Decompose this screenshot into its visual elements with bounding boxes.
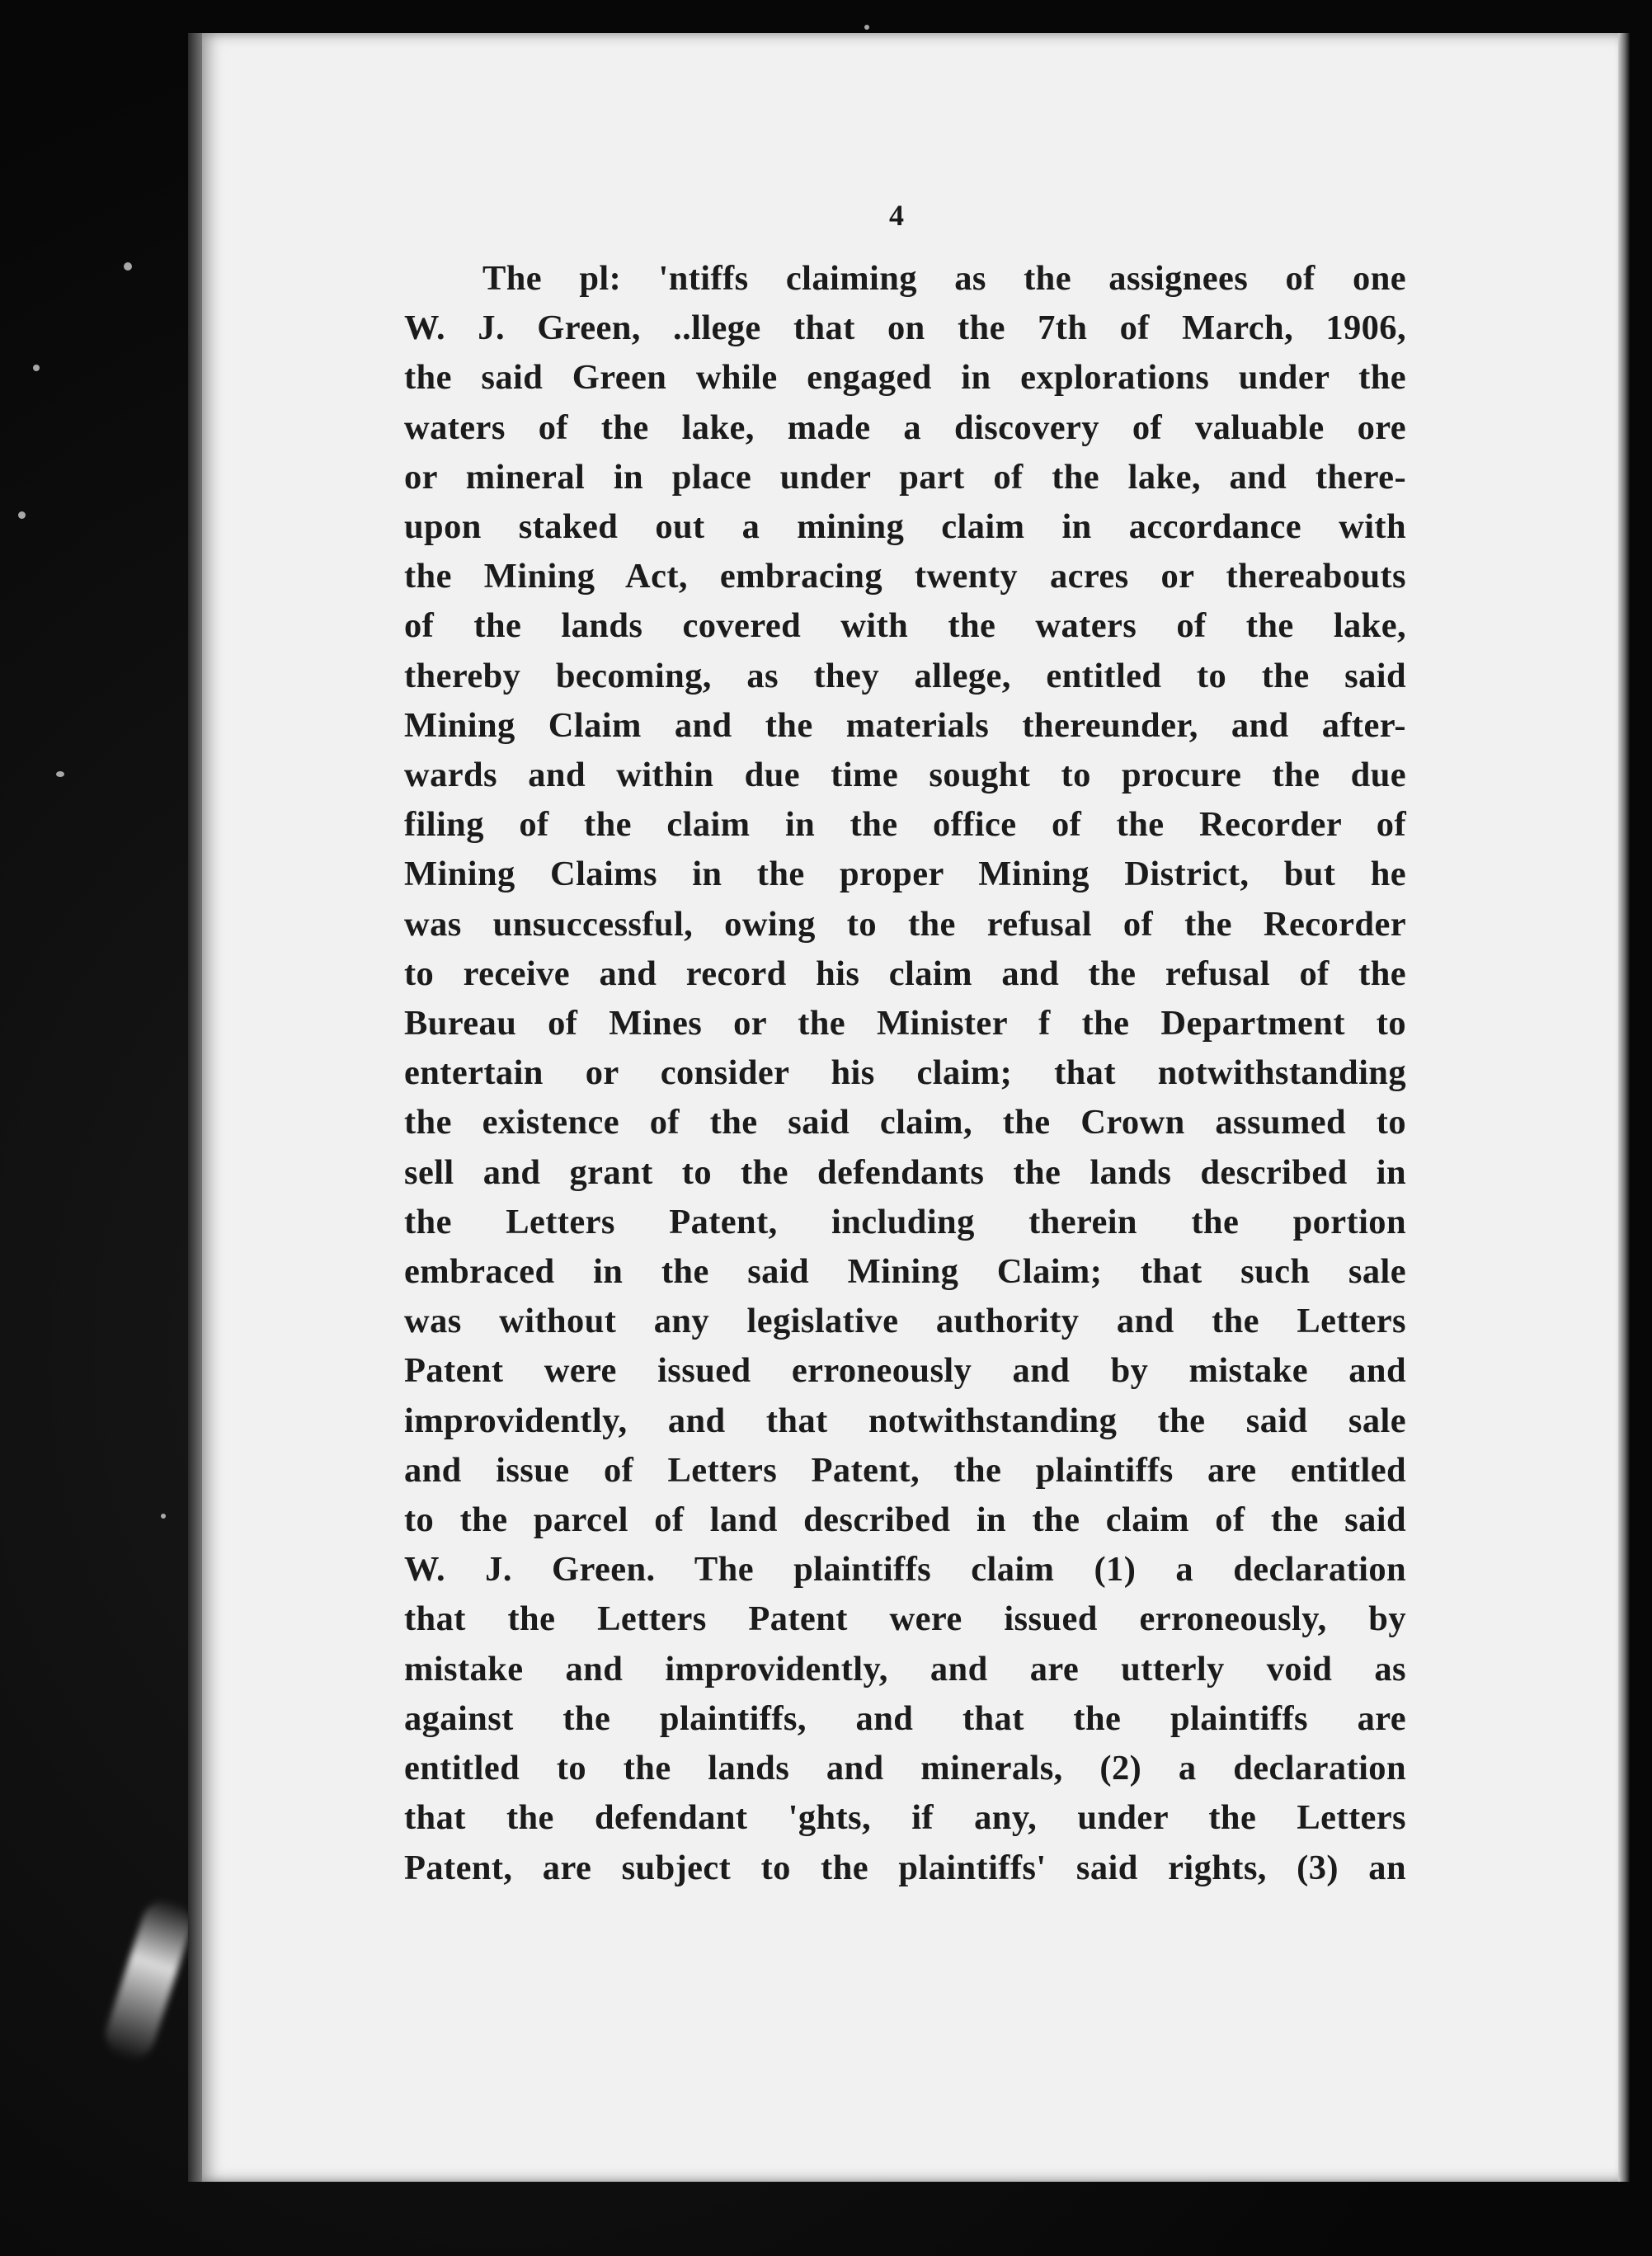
text-line: the existence of the said claim, the Crown assumed to <box>404 1103 1406 1142</box>
text-line: entertain or consider his claim; that notwithstanding <box>404 1053 1406 1093</box>
page-right-edge <box>1618 33 1630 2182</box>
text-line: upon staked out a mining claim in accordance with <box>404 507 1406 547</box>
text-line: W. J. Green. The plaintiffs claim (1) a declaration <box>404 1550 1406 1590</box>
text-line: thereby becoming, as they allege, entitled to the said <box>404 656 1406 695</box>
text-line: that the Letters Patent were issued erroneously, by <box>404 1599 1406 1639</box>
text-line: that the defendant 'ghts, if any, under the Letters <box>404 1798 1406 1838</box>
scan-speck <box>56 771 64 777</box>
text-line: entitled to the lands and minerals, (2) a declaration <box>404 1749 1406 1788</box>
scan-speck <box>18 511 26 519</box>
scan-speck <box>864 25 869 30</box>
text-line: Patent, are subject to the plaintiffs' said rights, (3) an <box>404 1848 1406 1887</box>
text-line: of the lands covered with the waters of the lake, <box>404 606 1406 646</box>
text-line: Patent were issued erroneously and by mistake and <box>404 1351 1406 1391</box>
text-line: was unsuccessful, owing to the refusal of the Recorder <box>404 904 1406 944</box>
text-line: and issue of Letters Patent, the plaintiffs are entitled <box>404 1450 1406 1490</box>
text-line: Mining Claim and the materials thereunder, and after- <box>404 705 1406 745</box>
page-number: 4 <box>889 199 904 232</box>
scan-speck <box>33 365 40 371</box>
scan-speck <box>124 262 132 271</box>
text-line: was without any legislative authority and the Letters <box>404 1302 1406 1341</box>
text-line: sell and grant to the defendants the lands described in <box>404 1152 1406 1192</box>
text-line: W. J. Green, ..llege that on the 7th of March, 1906, <box>404 308 1406 348</box>
text-line: the Letters Patent, including therein the portion <box>404 1202 1406 1241</box>
text-line: to the parcel of land described in the claim of the said <box>404 1500 1406 1540</box>
text-line: to receive and record his claim and the refusal of the <box>404 954 1406 993</box>
text-line: waters of the lake, made a discovery of valuable ore <box>404 407 1406 447</box>
text-line: or mineral in place under part of the lake, and there- <box>404 457 1406 497</box>
body-paragraph <box>404 254 1406 1893</box>
text-line: wards and within due time sought to procure the due <box>404 756 1406 795</box>
text-line: Bureau of Mines or the Minister f the Department to <box>404 1004 1406 1043</box>
text-line: The pl: 'ntiffs claiming as the assignees of one <box>482 259 1406 298</box>
text-line: the said Green while engaged in explorations under the <box>404 358 1406 398</box>
text-line: mistake and improvidently, and are utterly void as <box>404 1649 1406 1688</box>
text-line: against the plaintiffs, and that the plaintiffs are <box>404 1698 1406 1738</box>
scan-speck <box>161 1514 166 1519</box>
text-line: filing of the claim in the office of the Recorder of <box>404 805 1406 845</box>
text-line: the Mining Act, embracing twenty acres or thereabouts <box>404 557 1406 596</box>
text-line: improvidently, and that notwithstanding the said sale <box>404 1401 1406 1440</box>
text-line: embraced in the said Mining Claim; that such sale <box>404 1252 1406 1292</box>
text-line: Mining Claims in the proper Mining District, but he <box>404 855 1406 894</box>
scan-glare <box>100 1894 198 2066</box>
